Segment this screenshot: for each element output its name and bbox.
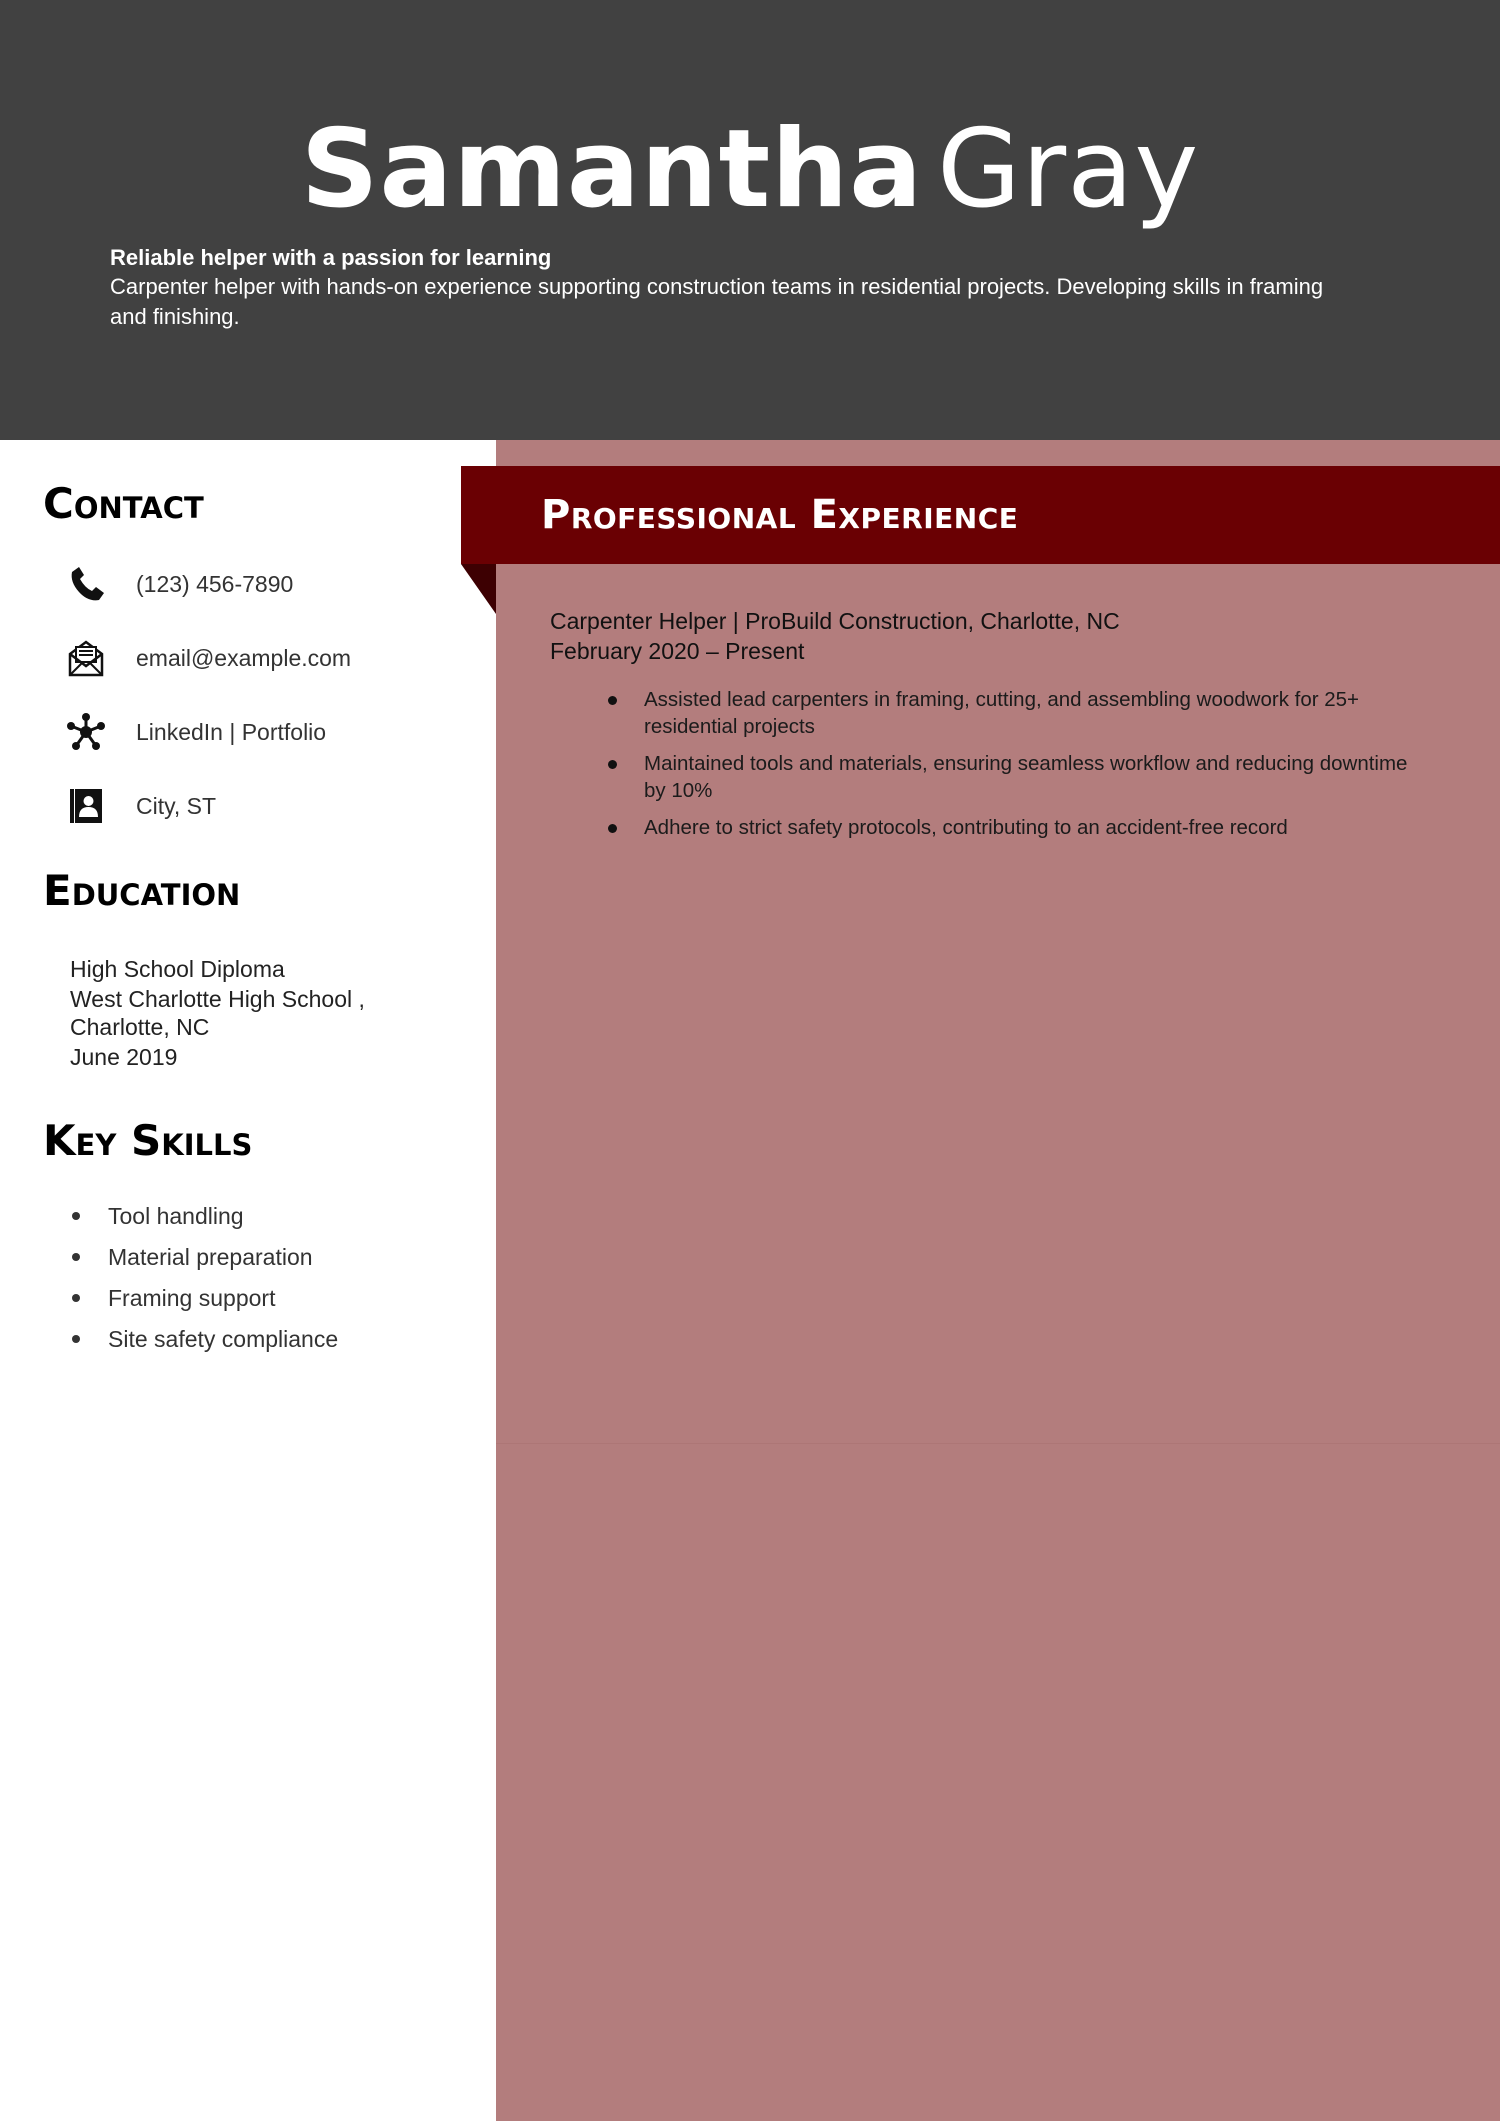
job-dates: February 2020 – Present	[550, 638, 805, 664]
header-banner	[0, 0, 1500, 440]
skill-item: Site safety compliance	[70, 1324, 338, 1354]
page-divider	[496, 1443, 1500, 1444]
skill-item: Material preparation	[70, 1242, 338, 1272]
experience-heading: Professional Experience	[541, 492, 1019, 538]
skill-item: Framing support	[70, 1283, 338, 1313]
job-bullet: Adhere to strict safety protocols, contributing to an accident-free record	[594, 814, 1434, 841]
education-school: West Charlotte High School ,	[70, 986, 365, 1012]
job-bullet-list	[594, 686, 1434, 851]
education-heading: Education	[43, 866, 241, 915]
contact-heading: Contact	[43, 479, 204, 528]
skills-list	[70, 1201, 338, 1365]
envelope-icon	[66, 638, 106, 678]
email-text: email@example.com	[136, 645, 352, 671]
education-date: June 2019	[70, 1044, 178, 1070]
phone-text: (123) 456-7890	[136, 571, 294, 597]
education-location: Charlotte, NC	[70, 1014, 210, 1040]
last-name: Gray	[937, 107, 1200, 232]
phone-icon	[66, 564, 106, 604]
links-text: LinkedIn | Portfolio	[136, 719, 327, 745]
first-name: Samantha	[300, 107, 924, 232]
skills-heading: Key Skills	[43, 1116, 253, 1165]
tagline: Reliable helper with a passion for learning	[110, 245, 552, 270]
location-text: City, ST	[136, 793, 217, 819]
network-icon	[66, 712, 106, 752]
job-title: Carpenter Helper | ProBuild Construction, Charlotte, NC	[550, 608, 1120, 634]
skill-item: Tool handling	[70, 1201, 338, 1231]
education-degree: High School Diploma	[70, 956, 285, 982]
job-bullet: Assisted lead carpenters in framing, cutting, and assembling woodwork for 25+ residential projects	[594, 686, 1434, 740]
summary: Carpenter helper with hands-on experience supporting construction teams in residential projects. Developing skills in framing and finishing.	[110, 274, 1324, 329]
address-book-icon	[66, 786, 106, 826]
ribbon-fold	[461, 564, 496, 614]
job-bullet: Maintained tools and materials, ensuring seamless workflow and reducing downtime by 10%	[594, 750, 1434, 804]
candidate-name	[0, 105, 1500, 235]
